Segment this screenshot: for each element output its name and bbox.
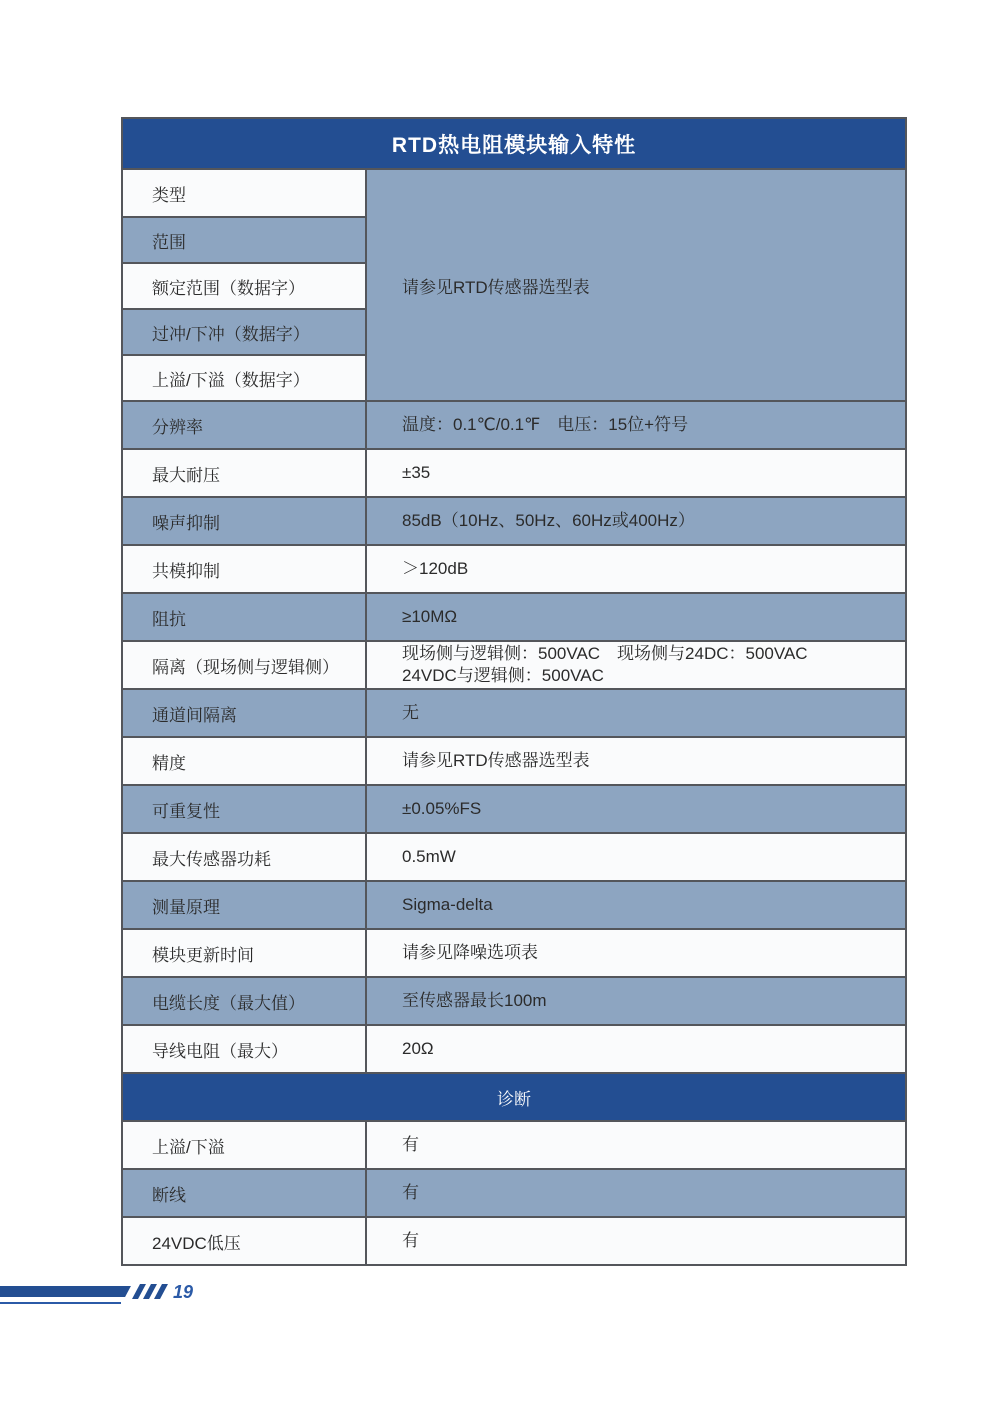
row-label: 可重复性 (123, 786, 367, 832)
diagnostics-body (123, 1120, 905, 1264)
table-row (123, 832, 905, 880)
table-row (123, 496, 905, 544)
table-row (123, 736, 905, 784)
row-value: 无 (402, 703, 419, 722)
row-label: 电缆长度（最大值） (123, 978, 367, 1024)
table-row (123, 1216, 905, 1264)
row-value: 请参见降噪选项表 (402, 943, 538, 962)
row-label: 模块更新时间 (123, 930, 367, 976)
table-row (123, 544, 905, 592)
table-row (123, 976, 905, 1024)
merged-group (123, 168, 905, 400)
row-label: 范围 (123, 216, 365, 262)
row-label: 类型 (123, 170, 365, 216)
table-title: RTD热电阻模块输入特性 (123, 119, 905, 168)
row-label: 通道间隔离 (123, 690, 367, 736)
row-label: 最大传感器功耗 (123, 834, 367, 880)
row-label: 噪声抑制 (123, 498, 367, 544)
table-row (123, 1168, 905, 1216)
row-value: 85dB（10Hz、50Hz、60Hz或400Hz） (402, 511, 695, 530)
row-value: 20Ω (402, 1039, 434, 1058)
footer-underline (0, 1302, 121, 1304)
row-value: 请参见RTD传感器选型表 (402, 751, 590, 770)
table-row (123, 1120, 905, 1168)
row-value: 有 (402, 1183, 419, 1202)
row-label: 上溢/下溢（数据字） (123, 354, 365, 400)
table-row (123, 640, 905, 688)
row-value: ≥10MΩ (402, 607, 458, 626)
merged-group-labels (123, 170, 367, 400)
table-row (123, 784, 905, 832)
row-label: 过冲/下冲（数据字） (123, 308, 365, 354)
row-value: 有 (402, 1135, 419, 1154)
table-row (123, 400, 905, 448)
row-value: 0.5mW (402, 847, 456, 866)
row-label: 24VDC低压 (123, 1218, 367, 1264)
row-label: 导线电阻（最大） (123, 1026, 367, 1072)
row-value: ±35 (402, 463, 431, 482)
row-label: 断线 (123, 1170, 367, 1216)
table-row (123, 880, 905, 928)
table-body (123, 400, 905, 1072)
page-number: 19 (173, 1282, 194, 1302)
row-value: 现场侧与逻辑侧：500VAC 现场侧与24DC：500VAC 24VDC与逻辑侧：500VAC (402, 644, 808, 685)
diagnostics-section-header: 诊断 (123, 1072, 905, 1120)
merged-group-value: 请参见RTD传感器选型表 (367, 170, 905, 400)
row-label: 测量原理 (123, 882, 367, 928)
footer-slash-icon (154, 1284, 168, 1299)
row-label: 上溢/下溢 (123, 1122, 367, 1168)
table-row (123, 688, 905, 736)
row-value: Sigma-delta (402, 895, 493, 914)
row-value: ＞120dB (402, 559, 469, 578)
table-row (123, 928, 905, 976)
footer-accent-bar (0, 1286, 131, 1297)
row-value: 有 (402, 1231, 419, 1250)
row-label: 最大耐压 (123, 450, 367, 496)
row-value: 至传感器最长100m (402, 991, 547, 1010)
row-value: 温度：0.1℃/0.1℉ 电压：15位+符号 (402, 415, 689, 434)
spec-table (121, 117, 907, 1266)
row-label: 额定范围（数据字） (123, 262, 365, 308)
table-row (123, 1024, 905, 1072)
row-label: 分辨率 (123, 402, 367, 448)
row-value: ±0.05%FS (402, 799, 482, 818)
table-row (123, 448, 905, 496)
row-label: 共模抑制 (123, 546, 367, 592)
table-row (123, 592, 905, 640)
row-label: 阻抗 (123, 594, 367, 640)
row-label: 隔离（现场侧与逻辑侧） (123, 642, 367, 688)
row-label: 精度 (123, 738, 367, 784)
